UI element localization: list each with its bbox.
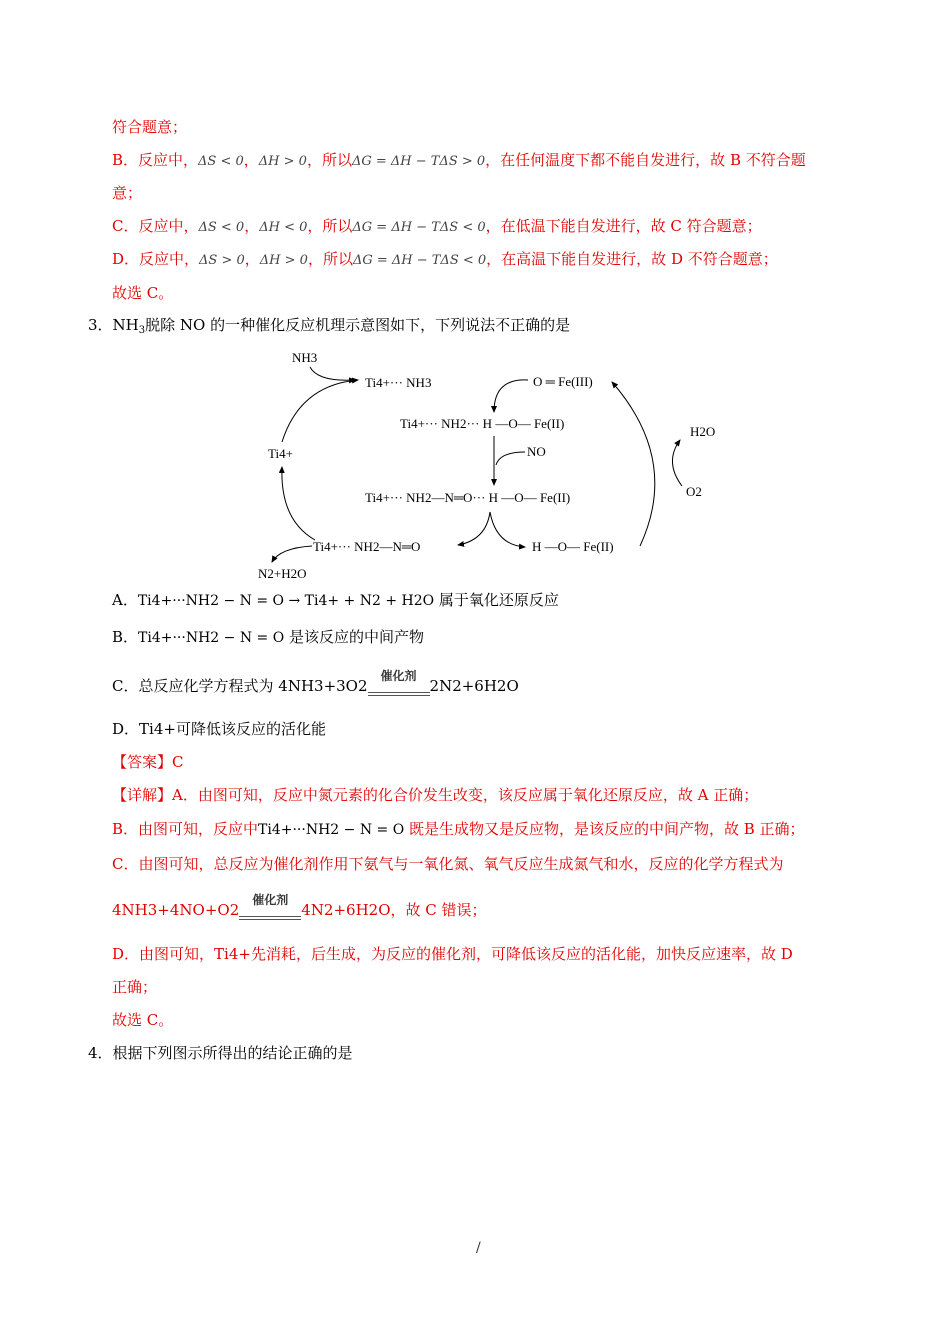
q2-line1: 符合题意； [112, 118, 188, 136]
label-h2o: H2O [690, 424, 716, 439]
q3-detail-d-cont: 正确； [112, 978, 158, 996]
q3-stem: 3．$NH_3$脱除 NO 的一种催化反应机理示意图如下，下列说法不正确的是 [88, 316, 571, 336]
label-no: NO [527, 444, 546, 459]
label-ti-left: Ti4+ [268, 446, 293, 461]
q2-conclusion: 故选 C。 [112, 284, 174, 302]
q2-option-d: D．反应中，ΔS > 0，ΔH > 0，所以ΔG = ΔH − TΔS < 0，在高温下能自发进行，故 D 不符合题意； [112, 250, 778, 268]
arrow-bottom-to-ti [282, 467, 315, 540]
q4-stem: 4．根据下列图示所得出的结论正确的是 [88, 1044, 353, 1062]
arrow-fe2-to-fe3 [612, 382, 655, 546]
q3-answer: 【答案】C [112, 753, 184, 771]
label-ti-nh2-no-h-fe: Ti4+··· NH2—N═O··· H —O— Fe(II) [365, 490, 571, 505]
arrow-to-h-o-fe [490, 512, 525, 547]
arrow-nh3-in [310, 367, 355, 380]
q3-option-a: A．Ti4+···NH2 − N = O → Ti4+ + N2 + H2O 属于氧化还原反应 [112, 591, 559, 609]
arrow-to-ti-nno [458, 512, 490, 545]
arrow-no-in [496, 452, 525, 465]
label-nh3: NH3 [292, 350, 318, 365]
arrow-ti-to-top [282, 380, 358, 442]
q3-conclusion: 故选 C。 [112, 1011, 174, 1029]
label-o-fe3: O ═ Fe(III) [533, 374, 593, 389]
label-o2: O2 [686, 484, 702, 499]
arrow-fe3-to-h [494, 380, 528, 412]
arrow-n2-h2o-out [272, 546, 312, 562]
arrow-h2o-out [672, 440, 682, 486]
label-ti-nh2-h-fe: Ti4+··· NH2··· H —O— Fe(II) [400, 416, 565, 431]
q3-detail-c: C．由图可知，总反应为催化剂作用下氨气与一氧化氮、氧气反应生成氮气和水，反应的化学方程式为 [112, 855, 784, 873]
reaction-mechanism-diagram [250, 340, 730, 590]
label-n2-h2o: N2+H2O [258, 566, 307, 581]
q2-option-b-cont: 意； [112, 184, 143, 202]
label-ti-nh2-no: Ti4+··· NH2—N═O [313, 539, 421, 554]
q3-option-c: C．总反应化学方程式为 4NH3+3O2 催化剂 2N2+6H2O [112, 669, 519, 695]
q3-option-b: B．Ti4+···NH2 − N = O 是该反应的中间产物 [112, 628, 424, 646]
q2-option-b: B．反应中，ΔS < 0，ΔH > 0，所以ΔG = ΔH − TΔS > 0，在任何温度下都不能自发进行，故 B 不符合题 [112, 151, 806, 169]
q3-detail-b: B．由图可知，反应中Ti4+···NH2 − N = O 既是生成物又是反应物，是该反应的中间产物，故 B 正确； [112, 820, 805, 838]
q3-detail-a: 【详解】A．由图可知，反应中氮元素的化合价发生改变，该反应属于氧化还原反应，故 A 正确； [112, 786, 759, 804]
q3-detail-c-equation: 4NH3+4NO+O2 催化剂 4N2+6H2O，故 C 错误； [112, 893, 487, 919]
page-footer: / [476, 1240, 481, 1256]
label-ti-nh3: Ti4+··· NH3 [365, 375, 432, 390]
q3-option-d: D．Ti4+可降低该反应的活化能 [112, 720, 326, 738]
q3-detail-d: D．由图可知，Ti4+先消耗，后生成，为反应的催化剂，可降低该反应的活化能，加快反应速率，故 D [112, 945, 793, 963]
q2-option-c: C．反应中，ΔS < 0，ΔH < 0，所以ΔG = ΔH − TΔS < 0，在低温下能自发进行，故 C 符合题意； [112, 217, 762, 235]
label-h-o-fe-bottom: H —O— Fe(II) [532, 539, 614, 554]
